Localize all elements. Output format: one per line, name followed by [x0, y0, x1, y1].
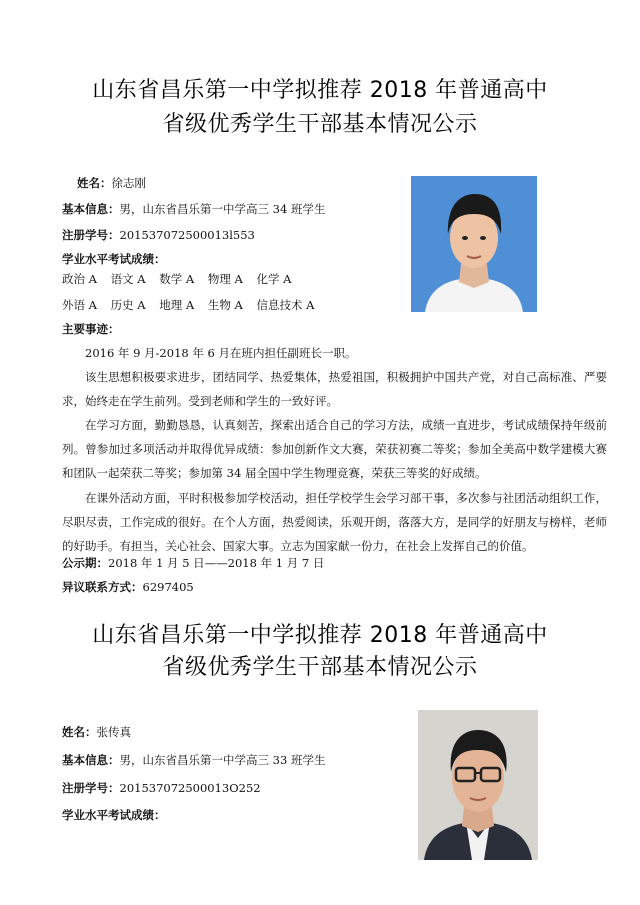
grade-physics: 物理 A	[207, 272, 243, 286]
page-title-2-line2: 省级优秀学生干部基本情况公示	[162, 655, 478, 680]
grade-chemistry: 化学 A	[256, 272, 292, 286]
grade-it: 信息技术 A	[256, 298, 315, 312]
grade-politics: 政治 A	[62, 272, 97, 286]
name-row-2	[62, 725, 131, 739]
registration-label-2: 注册学号：	[62, 781, 120, 795]
exam-scores-label: 学业水平考试成绩：	[62, 252, 166, 266]
page-title-line1: 山东省昌乐第一中学拟推荐 2018 年普通高中	[92, 78, 548, 103]
registration-row	[62, 228, 255, 242]
name-label: 姓名：	[77, 176, 112, 190]
registration-label: 注册学号：	[62, 228, 120, 242]
registration-row-2	[62, 781, 261, 795]
deeds-paragraph-4: 在课外活动方面，平时积极参加学校活动，担任学校学生会学习部干事，多次参与社团活动组织工作，尽职尽责，工作完成的很好。在个人方面，热爱阅读，乐观开朗，落落大方，是同学的好朋友与榜样，老师的好助手。有担当，关心社会、国家大事。立志为国家献一份力，在社会上发挥自己的价值。	[62, 491, 607, 553]
main-deeds-label: 主要事迹：	[62, 322, 120, 336]
registration-number: 201537072500013l553	[119, 228, 255, 242]
deeds-paragraph-2: 该生思想积极要求进步，团结同学、热爱集体，热爱祖国，积极拥护中国共产党，对自己高标准、严要求，始终走在学生前列。受到老师和学生的一致好评。	[62, 370, 607, 408]
student-photo-1	[411, 176, 537, 312]
grades-row-1	[62, 272, 301, 286]
student-portrait-1	[411, 176, 537, 312]
name-row	[77, 176, 146, 190]
exam-scores-label-2: 学业水平考试成绩：	[62, 808, 166, 822]
page-title-2-line1: 山东省昌乐第一中学拟推荐 2018 年普通高中	[92, 623, 548, 648]
basic-info-row	[62, 202, 325, 216]
publicity-period-value: 2018 年 1 月 5 日——2018 年 1 月 7 日	[108, 556, 325, 570]
name-label-2: 姓名：	[62, 725, 97, 739]
grades-row-2	[62, 298, 324, 312]
contact-value: 6297405	[142, 580, 194, 594]
grade-history: 历史 A	[110, 298, 146, 312]
contact-row	[62, 580, 194, 594]
contact-label: 异议联系方式：	[62, 580, 143, 594]
student-photo-2	[418, 710, 538, 860]
deeds-paragraph-1: 2016 年 9 月-2018 年 6 月在班内担任副班长一职。	[85, 346, 357, 360]
student-name-2: 张传真	[96, 725, 131, 739]
basic-info-row-2	[62, 753, 325, 767]
grade-math: 数学 A	[159, 272, 195, 286]
basic-info-value-2: 男，山东省昌乐第一中学高三 33 班学生	[119, 753, 326, 767]
grade-english: 外语 A	[62, 298, 97, 312]
student-portrait-2	[418, 710, 538, 860]
grade-chinese: 语文 A	[110, 272, 146, 286]
deeds-paragraph-3: 在学习方面，勤勤恳恳，认真刻苦，探索出适合自己的学习方法，成绩一直进步，考试成绩保持年级前列。曾参加过多项活动并取得优异成绩：参加创新作文大赛，荣获初赛二等奖；参加全美高中数学建模大赛和团队一起荣获二等奖；参加第 34 届全国中学生物理竞赛，荣获三等奖的好成绩。	[62, 418, 607, 480]
registration-number-2: 201537072500013O252	[119, 781, 261, 795]
grade-biology: 生物 A	[207, 298, 243, 312]
publicity-period-row	[62, 556, 324, 570]
student-name: 徐志刚	[111, 176, 146, 190]
basic-info-label-2: 基本信息：	[62, 753, 120, 767]
publicity-period-label: 公示期：	[62, 556, 108, 570]
grade-geography: 地理 A	[159, 298, 195, 312]
basic-info-label: 基本信息：	[62, 202, 120, 216]
page-title-line2: 省级优秀学生干部基本情况公示	[162, 112, 478, 137]
basic-info-value: 男，山东省昌乐第一中学高三 34 班学生	[119, 202, 326, 216]
